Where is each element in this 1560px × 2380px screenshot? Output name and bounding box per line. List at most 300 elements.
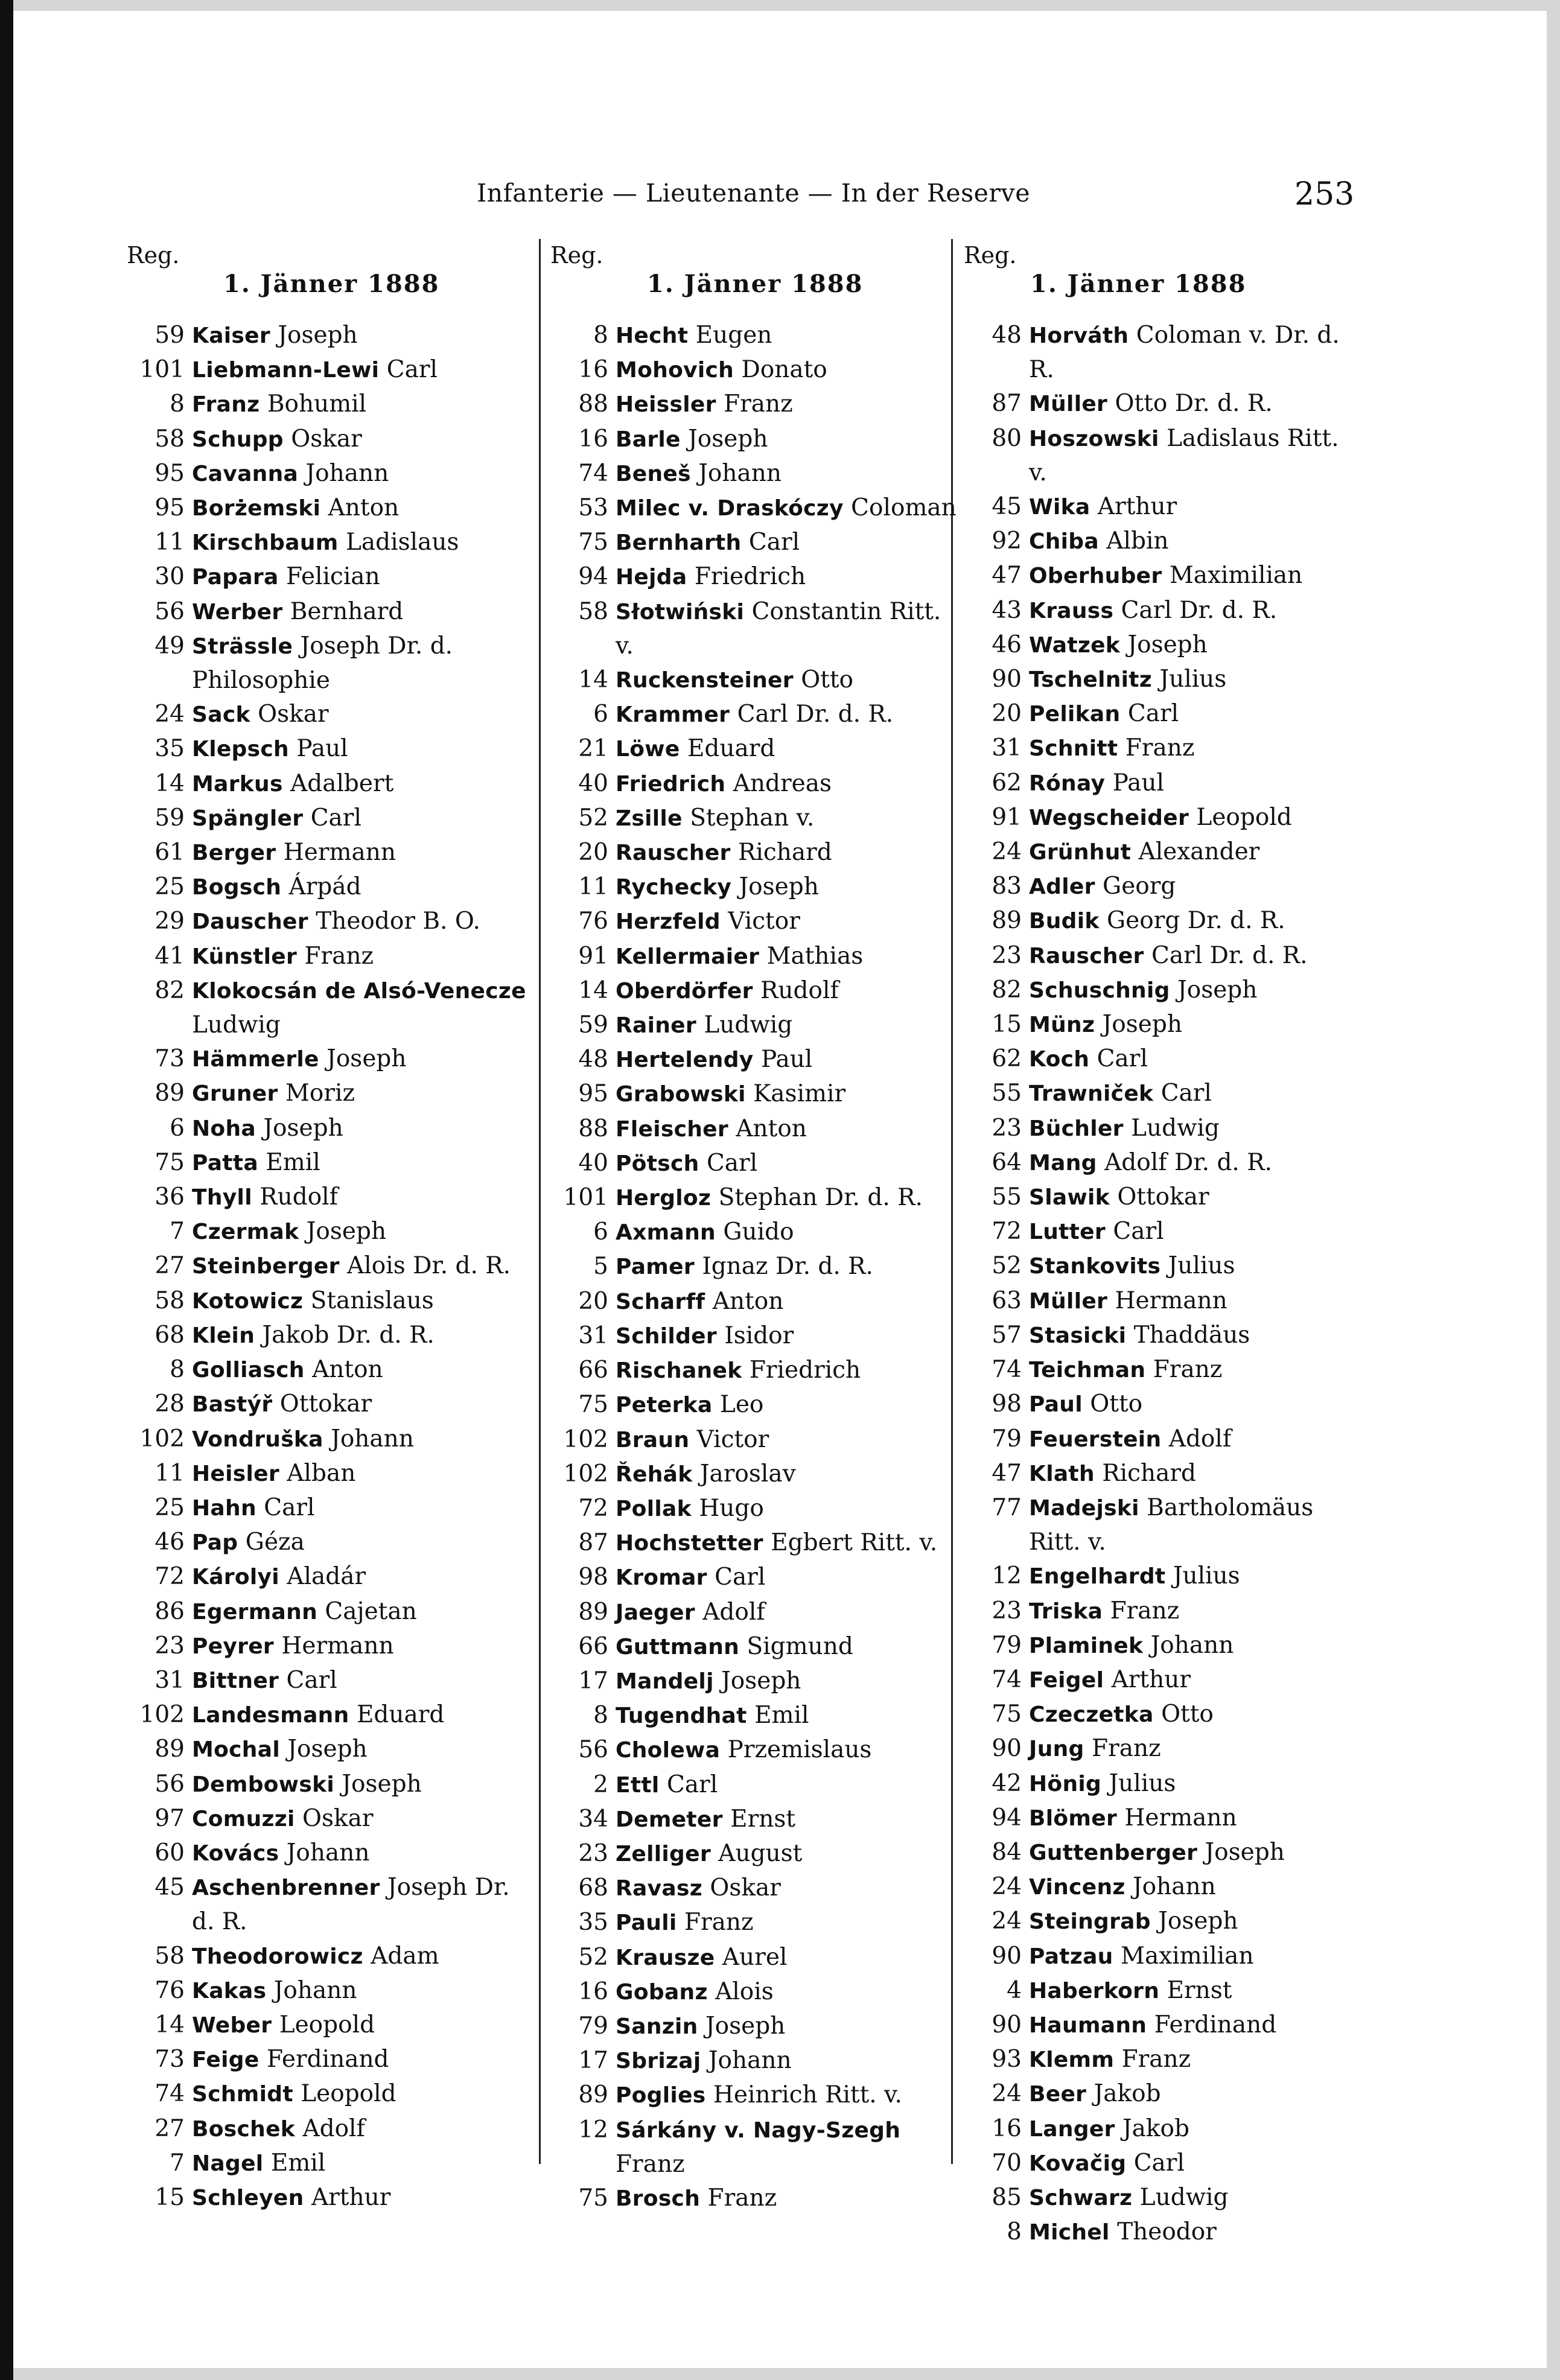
entry-name — [1029, 1629, 1362, 1663]
regiment-number: 95 — [154, 459, 185, 487]
date-heading: 1. Jänner 1888 — [223, 270, 440, 298]
roster-entry — [550, 1388, 961, 1422]
regiment-number: 40 — [578, 769, 608, 797]
surname: Münz — [1029, 1013, 1095, 1038]
entry-name — [616, 1181, 961, 1215]
surname: Hönig — [1029, 1771, 1102, 1796]
entry-name — [192, 2077, 537, 2111]
entry-name — [192, 1664, 537, 1698]
regiment-number: 66 — [578, 1357, 608, 1384]
given-name: Otto Dr. d. R. — [1115, 390, 1273, 418]
given-name: Franz — [1110, 1597, 1180, 1624]
regiment-number: 23 — [578, 1839, 608, 1867]
regiment-number: 47 — [992, 562, 1022, 590]
entry-name — [1029, 663, 1362, 697]
entry-name — [192, 1387, 537, 1422]
roster-entry — [550, 663, 961, 698]
roster-entry — [127, 457, 537, 491]
entry-name — [192, 1802, 537, 1836]
given-name: Donato — [741, 356, 827, 384]
entry-name — [616, 1630, 961, 1664]
entry-name — [1029, 697, 1362, 731]
roster-entry — [550, 767, 961, 801]
entry-name — [192, 1319, 537, 1353]
roster-entry — [127, 353, 537, 387]
entry-name — [616, 905, 961, 939]
surname: Klath — [1029, 1461, 1095, 1486]
entry-name — [1029, 1801, 1362, 1836]
surname: Bernharth — [616, 530, 742, 556]
surname: Krauss — [1029, 598, 1114, 623]
roster-entry — [550, 353, 961, 387]
regiment-number: 77 — [992, 1494, 1022, 1521]
surname: Bittner — [192, 1668, 279, 1693]
regiment-number: 46 — [992, 631, 1022, 658]
given-name: Carl — [1133, 2149, 1185, 2177]
surname: Gruner — [192, 1081, 278, 1107]
entry-name — [616, 1285, 961, 1319]
roster-entry — [550, 2078, 961, 2113]
entry-name — [616, 870, 961, 905]
regiment-number: 89 — [154, 1736, 185, 1763]
surname: Cholewa — [616, 1738, 721, 1763]
regiment-number: 89 — [578, 2081, 608, 2109]
entry-name — [616, 1871, 961, 1906]
surname: Friedrich — [616, 771, 726, 797]
given-name: Rudolf — [259, 1183, 339, 1211]
given-name: Moriz — [285, 1080, 355, 1107]
roster-entry — [127, 1112, 537, 1146]
given-name: Johann — [1133, 1873, 1216, 1901]
roster-entry — [550, 1008, 961, 1043]
given-name: Aladár — [287, 1563, 366, 1591]
roster-entry — [550, 1699, 961, 1733]
entry-name — [616, 1008, 961, 1043]
regiment-number: 8 — [170, 390, 185, 418]
roster-entry — [964, 801, 1362, 835]
given-name: Joseph — [721, 1667, 801, 1694]
roster-entry — [964, 835, 1362, 870]
regiment-number: 56 — [154, 1770, 185, 1798]
roster-entry — [127, 1732, 537, 1767]
entry-name — [616, 1596, 961, 1630]
surname: Mochal — [192, 1737, 280, 1763]
entry-name — [192, 870, 537, 905]
roster-entry — [550, 457, 961, 491]
roster-entry — [127, 2181, 537, 2215]
regiment-number: 16 — [578, 356, 608, 384]
roster-entry — [550, 1215, 961, 1250]
regiment-number: 40 — [578, 1149, 608, 1177]
roster-entry — [127, 1664, 537, 1698]
given-name: Cajetan — [325, 1597, 417, 1625]
regiment-number: 28 — [154, 1390, 185, 1418]
surname: Vondruška — [192, 1427, 323, 1452]
regiment-number: 79 — [992, 1425, 1022, 1452]
roster-entry — [964, 1939, 1362, 1974]
entry-name — [616, 1388, 961, 1422]
surname: Hahn — [192, 1495, 256, 1521]
regiment-number: 95 — [578, 1080, 608, 1108]
entry-name — [1029, 1559, 1362, 1594]
entry-name — [1029, 1904, 1362, 1939]
given-name: Jakob — [1094, 2080, 1161, 2108]
given-name: Victor — [728, 908, 800, 935]
surname: Rauscher — [616, 841, 731, 866]
given-name: Carl — [286, 1666, 337, 1694]
roster-entry — [127, 1491, 537, 1526]
header-title: Infanterie — Lieutenante — In der Reserve — [477, 179, 1030, 208]
entry-name — [1029, 1077, 1362, 1111]
entry-name — [1029, 594, 1362, 628]
regiment-number: 66 — [578, 1632, 608, 1660]
regiment-number: 15 — [992, 1011, 1022, 1039]
given-name: Ernst — [1167, 1976, 1232, 2004]
roster-entry — [964, 2112, 1362, 2146]
surname: Slawik — [1029, 1185, 1110, 1211]
given-name: Jakob Dr. d. R. — [262, 1321, 435, 1349]
given-name: Albin — [1106, 527, 1169, 555]
regiment-number: 92 — [992, 527, 1022, 555]
roster-entry — [964, 1974, 1362, 2008]
regiment-number: 49 — [154, 632, 185, 660]
surname: Spängler — [192, 806, 304, 831]
given-name: Paul — [1112, 769, 1164, 797]
surname: Dauscher — [192, 909, 308, 935]
roster-entry — [127, 1042, 537, 1077]
roster-entry — [964, 1457, 1362, 1491]
surname: Fleischer — [616, 1116, 728, 1142]
regiment-number: 24 — [992, 2080, 1022, 2108]
roster-entry — [550, 1043, 961, 1077]
roster-entry — [127, 698, 537, 732]
roster-entry — [964, 1042, 1362, 1077]
regiment-number: 42 — [992, 1769, 1022, 1797]
surname: Schuschnig — [1029, 978, 1170, 1003]
regiment-number: 5 — [593, 1253, 608, 1281]
roster-entry — [127, 629, 537, 698]
surname: Feigel — [1029, 1667, 1104, 1693]
roster-entry — [127, 2043, 537, 2077]
entry-name — [1029, 801, 1362, 835]
surname: Gobanz — [616, 1979, 708, 2005]
regiment-number: 84 — [992, 1838, 1022, 1866]
surname: Nagel — [192, 2151, 264, 2176]
entry-name — [616, 1561, 961, 1595]
regiment-number: 58 — [154, 1287, 185, 1314]
entry-name — [1029, 870, 1362, 904]
entry-name — [616, 1492, 961, 1526]
entry-name — [616, 1975, 961, 2009]
surname: Słotwiński — [616, 599, 745, 625]
entry-name — [616, 1112, 961, 1147]
surname: Oberdörfer — [616, 978, 753, 1004]
roster-entry — [550, 1354, 961, 1388]
surname: Czeczetka — [1029, 1702, 1154, 1728]
roster-entry — [550, 1526, 961, 1561]
entry-name — [1029, 1836, 1362, 1870]
roster-entry — [550, 1492, 961, 1526]
surname: Egermann — [192, 1599, 317, 1624]
entry-name — [616, 2044, 961, 2078]
given-name: Leopold — [1196, 803, 1292, 831]
regiment-number: 85 — [992, 2183, 1022, 2211]
regiment-number: 80 — [992, 424, 1022, 452]
surname: Beer — [1029, 2082, 1087, 2107]
entry-name — [192, 1146, 537, 1180]
surname: Berger — [192, 841, 276, 866]
surname: Pap — [192, 1530, 238, 1556]
entry-name — [1029, 1767, 1362, 1801]
regiment-number: 23 — [992, 941, 1022, 969]
roster-entry — [964, 1594, 1362, 1629]
regiment-number: 74 — [578, 459, 608, 487]
surname: Mohovich — [616, 358, 734, 383]
given-name: Carl — [1127, 700, 1179, 728]
entry-name — [1029, 766, 1362, 801]
given-name: Andreas — [733, 769, 832, 797]
given-name: Carl — [1097, 1045, 1148, 1073]
roster-entry — [127, 732, 537, 766]
surname: Sárkány v. Nagy-Szegh — [616, 2118, 901, 2143]
entry-name — [616, 698, 961, 732]
given-name: Johann — [273, 1976, 357, 2004]
roster-entry — [964, 2146, 1362, 2181]
surname: Rischanek — [616, 1358, 742, 1384]
given-name: Sigmund — [747, 1632, 853, 1660]
roster-entry — [127, 1939, 537, 1974]
surname: Krammer — [616, 702, 730, 728]
roster-entry — [127, 870, 537, 905]
given-name: Arthur — [1111, 1666, 1191, 1693]
entry-name — [192, 1560, 537, 1594]
entry-name — [192, 1491, 537, 1526]
surname: Aschenbrenner — [192, 1876, 380, 1901]
roster-entry — [550, 1077, 961, 1112]
surname: Ettl — [616, 1772, 660, 1798]
regiment-number: 59 — [578, 1011, 608, 1039]
surname: Haberkorn — [1029, 1978, 1160, 2003]
regiment-number: 27 — [154, 2114, 185, 2142]
regiment-number: 20 — [578, 839, 608, 867]
surname: Rónay — [1029, 771, 1106, 796]
regiment-number: 75 — [992, 1701, 1022, 1728]
regiment-number: 58 — [154, 1942, 185, 1970]
given-name: Joseph — [739, 873, 819, 901]
given-name: Emil — [266, 1148, 320, 1176]
surname: Wegscheider — [1029, 805, 1189, 830]
given-name: Carl — [1113, 1218, 1164, 1246]
given-name: Hermann — [283, 839, 396, 867]
regiment-number: 91 — [578, 942, 608, 970]
surname: Comuzzi — [192, 1806, 295, 1831]
roster-entry — [550, 905, 961, 939]
given-name: Guido — [723, 1218, 794, 1246]
roster-entry — [550, 560, 961, 594]
entry-name — [1029, 2215, 1362, 2250]
regiment-number: 14 — [578, 666, 608, 694]
roster-entry — [127, 1836, 537, 1871]
regiment-number: 83 — [992, 873, 1022, 900]
surname: Landesmann — [192, 1703, 349, 1728]
regiment-number: 94 — [578, 563, 608, 591]
surname: Brosch — [616, 2186, 701, 2211]
reg-heading: Reg. — [550, 242, 603, 269]
roster-entry — [550, 732, 961, 766]
roster-entry — [964, 1319, 1362, 1353]
roster-entry — [550, 1733, 961, 1768]
roster-entry — [550, 1596, 961, 1630]
roster-entry — [964, 1870, 1362, 1904]
given-name: Anton — [312, 1356, 383, 1384]
entry-name — [192, 560, 537, 594]
entry-name — [192, 767, 537, 801]
given-name: Árpád — [288, 873, 361, 901]
surname: Rainer — [616, 1013, 696, 1039]
regiment-number: 20 — [578, 1287, 608, 1315]
roster-entry — [550, 595, 961, 663]
surname: Weber — [192, 2012, 272, 2038]
entry-name — [192, 2008, 537, 2043]
regiment-number: 75 — [578, 1391, 608, 1419]
regiment-number: 24 — [992, 1873, 1022, 1901]
surname: Franz — [192, 392, 260, 418]
regiment-number: 45 — [992, 493, 1022, 521]
entry-name — [192, 1974, 537, 2008]
entry-name — [192, 2112, 537, 2146]
given-name: Emil — [270, 2149, 326, 2177]
given-name: Ladislaus Ritt. v. — [1029, 424, 1339, 486]
roster-entry — [127, 560, 537, 594]
regiment-number: 43 — [992, 596, 1022, 624]
entry-name — [192, 1768, 537, 1802]
surname: Axmann — [616, 1220, 716, 1246]
surname: Madejski — [1029, 1495, 1139, 1521]
roster-entry — [550, 1664, 961, 1699]
surname: Hergloz — [616, 1186, 712, 1211]
given-name: Julius — [1173, 1562, 1240, 1590]
entry-name — [1029, 490, 1362, 524]
surname: Plaminek — [1029, 1633, 1144, 1658]
surname: Büchler — [1029, 1116, 1124, 1141]
given-name: Friedrich — [694, 563, 806, 591]
entry-name — [1029, 1353, 1362, 1387]
surname: Mandelj — [616, 1669, 714, 1694]
entry-name — [1029, 835, 1362, 870]
regiment-number: 90 — [992, 1735, 1022, 1763]
given-name: Carl — [1160, 1080, 1212, 1107]
regiment-number: 48 — [992, 322, 1022, 349]
entry-name — [1029, 1457, 1362, 1491]
surname: Guttenberger — [1029, 1840, 1198, 1865]
regiment-number: 31 — [578, 1322, 608, 1349]
surname: Hejda — [616, 565, 687, 590]
regiment-number: 15 — [154, 2183, 185, 2211]
given-name: Franz — [707, 2184, 777, 2212]
surname: Kellermaier — [616, 944, 760, 969]
given-name: Carl — [748, 529, 800, 556]
given-name: Joseph — [1177, 976, 1258, 1004]
surname: Ruckensteiner — [616, 668, 794, 693]
roster-entry — [964, 663, 1362, 697]
roster-entry — [964, 422, 1362, 490]
regiment-number: 75 — [154, 1148, 185, 1176]
roster-entry — [127, 801, 537, 836]
entry-name — [1029, 1319, 1362, 1353]
given-name: Oskar — [302, 1804, 374, 1832]
surname: Schleyen — [192, 2185, 304, 2210]
given-name: Hermann — [1115, 1287, 1227, 1314]
surname: Werber — [192, 599, 283, 625]
surname: Engelhardt — [1029, 1564, 1166, 1589]
roster-entry — [550, 1941, 961, 1975]
entry-name — [192, 2181, 537, 2215]
given-name: Oskar — [291, 425, 362, 453]
roster-entry — [964, 1284, 1362, 1319]
given-name: Adolf — [1168, 1425, 1232, 1452]
roster-entry — [964, 1904, 1362, 1939]
surname: Guttmann — [616, 1634, 740, 1659]
surname: Schilder — [616, 1323, 717, 1349]
entry-name — [192, 595, 537, 629]
page-number: 253 — [1294, 176, 1355, 212]
roster-entry — [550, 2044, 961, 2078]
regiment-number: 89 — [154, 1080, 185, 1107]
entry-name — [1029, 1042, 1362, 1077]
regiment-number: 7 — [170, 2149, 185, 2177]
surname: Sack — [192, 702, 250, 728]
regiment-number: 89 — [578, 1598, 608, 1626]
regiment-number: 82 — [154, 976, 185, 1004]
regiment-number: 74 — [154, 2080, 185, 2108]
entry-name — [1029, 1249, 1362, 1284]
regiment-number: 72 — [578, 1494, 608, 1522]
regiment-number: 16 — [992, 2114, 1022, 2142]
roster-column-2 — [550, 241, 961, 2216]
regiment-number: 11 — [154, 1459, 185, 1487]
regiment-number: 87 — [992, 390, 1022, 418]
surname: Heisler — [192, 1461, 279, 1486]
entry-name — [616, 595, 961, 663]
entry-name — [616, 1733, 961, 1768]
regiment-number: 8 — [170, 1356, 185, 1384]
entry-name — [192, 629, 537, 698]
column-divider — [539, 239, 541, 2164]
roster-entry — [964, 904, 1362, 938]
surname: Kovács — [192, 1841, 279, 1866]
surname: Papara — [192, 565, 279, 590]
surname: Jung — [1029, 1737, 1084, 1762]
entry-name — [616, 1423, 961, 1457]
date-heading: 1. Jänner 1888 — [647, 270, 864, 298]
regiment-number: 35 — [154, 735, 185, 763]
surname: Horváth — [1029, 323, 1129, 348]
given-name: Ottokar — [1117, 1183, 1209, 1211]
regiment-number: 89 — [992, 907, 1022, 935]
entry-name — [192, 491, 537, 526]
given-name: Felician — [286, 563, 380, 591]
surname: Feige — [192, 2048, 259, 2073]
given-name: Carl — [310, 804, 361, 832]
regiment-number: 11 — [154, 529, 185, 556]
roster-entry — [127, 1319, 537, 1353]
roster-entry — [964, 697, 1362, 731]
entry-name — [1029, 1387, 1362, 1422]
given-name: Carl — [715, 1564, 766, 1591]
surname: Oberhuber — [1029, 564, 1162, 589]
given-name: Joseph — [263, 1114, 343, 1142]
regiment-number: 36 — [154, 1183, 185, 1211]
